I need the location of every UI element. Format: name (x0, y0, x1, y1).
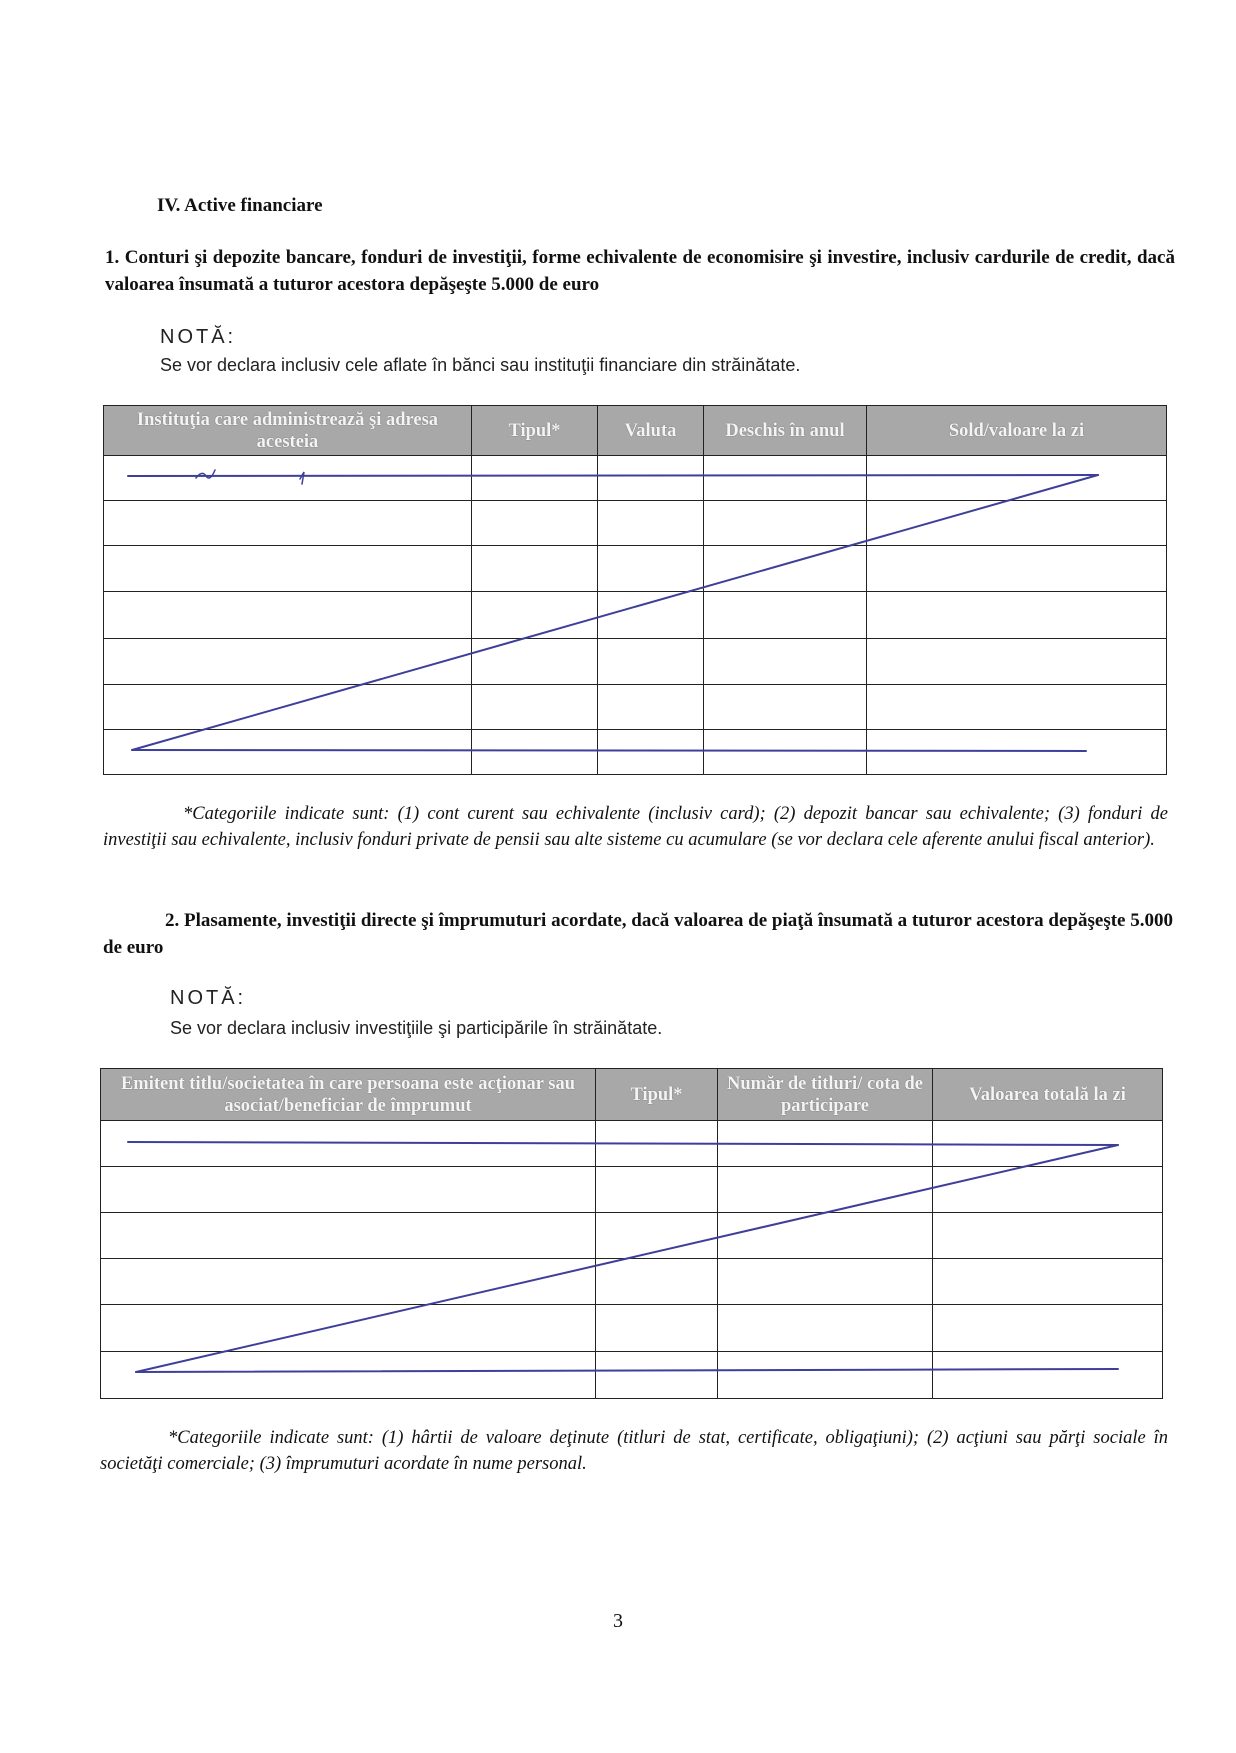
item2-nota-text: Se vor declara inclusiv investiţiile şi participările în străinătate. (170, 1018, 663, 1038)
col-valoare-totala: Valoarea totală la zi (933, 1069, 1163, 1121)
col-deschis: Deschis în anul (704, 406, 867, 456)
table-row (104, 456, 1167, 501)
table-row (104, 729, 1167, 774)
item2-footnote: *Categoriile indicate sunt: (1) hârtii de valoare deţinute (titluri de stat, certificate, obligaţiuni); (2) acţiuni sau părţi sociale în societăţi comerciale; (3) împrumuturi acordate în nume personal. (100, 1428, 1168, 1474)
table-row (101, 1121, 1163, 1167)
table-row (104, 684, 1167, 729)
col-institutie: Instituţia care administrează şi adresa acesteia (104, 406, 472, 456)
page-number: 3 (613, 1610, 623, 1632)
col-numar-titluri: Număr de titluri/ cota de participare (718, 1069, 933, 1121)
col-sold: Sold/valoare la zi (867, 406, 1167, 456)
item1-footnote: *Categoriile indicate sunt: (1) cont curent sau echivalente (inclusiv card); (2) depozit bancar sau echivalente; (3) fonduri de investiţii sau echivalente, inclusiv fonduri private de pensii sau alte sisteme cu acumulare (se vor declara cele aferente anului fiscal anterior). (103, 804, 1168, 850)
table-row (101, 1352, 1163, 1399)
col-emitent: Emitent titlu/societatea în care persoana este acţionar sau asociat/beneficiar de împrumut (101, 1069, 596, 1121)
table-row (104, 546, 1167, 592)
item1-title: 1. Conturi şi depozite bancare, fonduri de investiţii, forme echivalente de economisire şi investire, inclusiv cardurile de credit, dacă valoarea însumată a tuturor acestora depăşeşte 5.000 de euro (105, 247, 1175, 295)
investments-table-header (101, 1069, 1163, 1121)
col-tipul: Tipul* (472, 406, 598, 456)
table-row (104, 501, 1167, 546)
item1-nota-text: Se vor declara inclusiv cele aflate în bănci sau instituţii financiare din străinătate. (160, 355, 801, 375)
table-row (101, 1305, 1163, 1352)
col-tipul-2: Tipul* (596, 1069, 718, 1121)
accounts-table-header (104, 406, 1167, 456)
item1-nota-label: NOTĂ: (160, 326, 237, 348)
table-row (104, 592, 1167, 638)
item2-nota-label: NOTĂ: (170, 987, 247, 1009)
section-title: IV. Active financiare (157, 195, 323, 216)
col-valuta: Valuta (598, 406, 704, 456)
item2-title: 2. Plasamente, investiţii directe şi împrumuturi acordate, dacă valoarea de piaţă însumată a tuturor acestora depăşeşte 5.000 de euro (103, 910, 1173, 958)
accounts-table (103, 405, 1167, 775)
table-row (101, 1213, 1163, 1259)
table-row (101, 1167, 1163, 1213)
investments-table (100, 1068, 1163, 1399)
table-row (104, 638, 1167, 684)
table-row (101, 1259, 1163, 1305)
